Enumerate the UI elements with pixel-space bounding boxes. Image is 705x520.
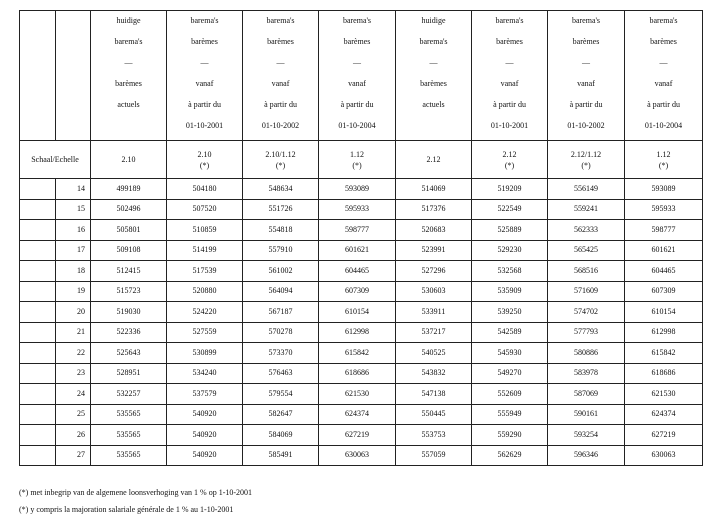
salary-value: 561002: [243, 261, 319, 282]
salary-value: 562629: [472, 445, 548, 466]
salary-value: 590161: [548, 404, 625, 425]
salary-value: 534240: [167, 363, 243, 384]
column-header-line: 01-10-2002: [261, 121, 300, 130]
salary-value: 557910: [243, 240, 319, 261]
salary-value: 552609: [472, 384, 548, 405]
salary-value: 512415: [91, 261, 167, 282]
column-header: [319, 11, 396, 141]
salary-value: 507520: [167, 199, 243, 220]
column-header-line: 01-10-2002: [567, 121, 605, 130]
salary-value: 565425: [548, 240, 625, 261]
column-header: [548, 11, 625, 141]
salary-value: 514199: [167, 240, 243, 261]
table-row: [20, 261, 703, 282]
column-header-line: vanaf: [654, 79, 673, 88]
salary-value: 567187: [243, 302, 319, 323]
corner-cell-left: [20, 11, 56, 141]
salary-value: 505801: [91, 220, 167, 241]
table-row: [20, 445, 703, 466]
salary-value: 548634: [243, 179, 319, 200]
salary-value: 522549: [472, 199, 548, 220]
column-header-line: barema's: [114, 37, 143, 46]
column-header-line: à partir du: [569, 100, 603, 109]
salary-value: 624374: [319, 404, 396, 425]
salary-value: 630063: [625, 445, 703, 466]
salary-value: 582647: [243, 404, 319, 425]
blank-cell: [20, 343, 56, 364]
salary-value: 540920: [167, 425, 243, 446]
salary-value: 499189: [91, 179, 167, 200]
salary-value: 593254: [548, 425, 625, 446]
salary-value: 627219: [319, 425, 396, 446]
scale-value: (*): [199, 160, 210, 170]
salary-value: 604465: [625, 261, 703, 282]
salary-value: 519030: [91, 302, 167, 323]
column-header-line: barèmes: [115, 79, 142, 88]
salary-value: 535909: [472, 281, 548, 302]
footnote-dutch: (*) met inbegrip van de algemene loonsverhoging van 1 % op 1-10-2001: [19, 488, 253, 497]
salary-value: 571609: [548, 281, 625, 302]
salary-value: 522336: [91, 322, 167, 343]
salary-value: 593089: [625, 179, 703, 200]
table-row: [20, 240, 703, 261]
blank-cell: [20, 281, 56, 302]
scale-value: 2.10: [197, 149, 212, 159]
salary-value: 555949: [472, 404, 548, 425]
salary-value: 615842: [625, 343, 703, 364]
step-number: 22: [56, 343, 91, 364]
column-header-line: 01-10-2001: [185, 121, 224, 130]
step-number: 21: [56, 322, 91, 343]
salary-value: 551726: [243, 199, 319, 220]
salary-value: 610154: [319, 302, 396, 323]
salary-value: 549270: [472, 363, 548, 384]
column-header-line: —: [582, 58, 590, 67]
column-header-line: barema's: [649, 16, 678, 25]
scale-cell: [625, 141, 703, 179]
salary-value: 576463: [243, 363, 319, 384]
scale-row: [20, 141, 703, 179]
column-header-line: barema's: [190, 16, 219, 25]
salary-value: 535565: [91, 404, 167, 425]
salary-value: 554818: [243, 220, 319, 241]
column-header-line: —: [505, 58, 514, 67]
column-header: [243, 11, 319, 141]
salary-value: 598777: [625, 220, 703, 241]
salary-value: 573370: [243, 343, 319, 364]
column-header-line: barèmes: [420, 79, 447, 88]
blank-cell: [20, 404, 56, 425]
salary-value: 615842: [319, 343, 396, 364]
step-number: 26: [56, 425, 91, 446]
column-header: [396, 11, 472, 141]
column-header-line: 01-10-2004: [338, 121, 376, 130]
column-header-line: à partir du: [493, 100, 526, 109]
step-number: 23: [56, 363, 91, 384]
salary-value: 510859: [167, 220, 243, 241]
column-header-line: 01-10-2001: [490, 121, 529, 130]
salary-value: 532568: [472, 261, 548, 282]
salary-value: 520880: [167, 281, 243, 302]
step-number: 18: [56, 261, 91, 282]
salary-value: 514069: [396, 179, 472, 200]
step-number: 19: [56, 281, 91, 302]
salary-value: 621530: [625, 384, 703, 405]
salary-value: 523991: [396, 240, 472, 261]
salary-value: 595933: [625, 199, 703, 220]
salary-value: 504180: [167, 179, 243, 200]
blank-cell: [20, 445, 56, 466]
salary-value: 535565: [91, 425, 167, 446]
column-header-line: barèmes: [343, 37, 371, 46]
salary-value: 596346: [548, 445, 625, 466]
salary-value: 535565: [91, 445, 167, 466]
salary-value: 517539: [167, 261, 243, 282]
column-header-line: vanaf: [577, 79, 595, 88]
column-header-line: —: [200, 58, 209, 67]
salary-value: 530899: [167, 343, 243, 364]
blank-cell: [20, 220, 56, 241]
column-header-line: barema's: [495, 16, 524, 25]
salary-value: 532257: [91, 384, 167, 405]
salary-value: 564094: [243, 281, 319, 302]
scale-value: (*): [658, 160, 669, 170]
salary-value: 537217: [396, 322, 472, 343]
salary-value: 612998: [625, 322, 703, 343]
salary-value: 627219: [625, 425, 703, 446]
salary-value: 524220: [167, 302, 243, 323]
salary-value: 556149: [548, 179, 625, 200]
salary-value: 557059: [396, 445, 472, 466]
column-header-line: 01-10-2004: [644, 121, 683, 130]
salary-value: 519209: [472, 179, 548, 200]
column-header-line: barèmes: [191, 37, 218, 46]
scale-cell: [91, 141, 167, 179]
salary-value: 601621: [625, 240, 703, 261]
salary-value: 520683: [396, 220, 472, 241]
scale-value: 2.10/1.12: [265, 149, 296, 159]
step-number: 14: [56, 179, 91, 200]
salary-value: 570278: [243, 322, 319, 343]
column-header-line: actuels: [422, 100, 445, 109]
step-number: 16: [56, 220, 91, 241]
scale-value: (*): [352, 160, 362, 170]
salary-value: 610154: [625, 302, 703, 323]
salary-value: 530603: [396, 281, 472, 302]
salary-value: 577793: [548, 322, 625, 343]
salary-value: 550445: [396, 404, 472, 425]
step-number: 27: [56, 445, 91, 466]
column-header-line: barema's: [419, 37, 448, 46]
scale-value: 2.10: [121, 155, 136, 164]
column-header-line: barema's: [342, 16, 372, 25]
column-header-line: —: [659, 58, 668, 67]
blank-cell: [20, 302, 56, 323]
salary-value: 579554: [243, 384, 319, 405]
salary-value: 604465: [319, 261, 396, 282]
scale-cell: [472, 141, 548, 179]
salary-value: 553753: [396, 425, 472, 446]
blank-cell: [20, 261, 56, 282]
step-number: 15: [56, 199, 91, 220]
column-header: [167, 11, 243, 141]
salary-value: 547138: [396, 384, 472, 405]
column-header-line: —: [124, 58, 133, 67]
column-header: [472, 11, 548, 141]
corner-cell-right: [56, 11, 91, 141]
salary-value: 540920: [167, 404, 243, 425]
salary-value: 595933: [319, 199, 396, 220]
column-header: [625, 11, 703, 141]
step-number: 17: [56, 240, 91, 261]
salary-value: 525889: [472, 220, 548, 241]
salary-value: 527296: [396, 261, 472, 282]
table-row: [20, 199, 703, 220]
salary-value: 585491: [243, 445, 319, 466]
blank-cell: [20, 199, 56, 220]
salary-value: 583978: [548, 363, 625, 384]
column-header-line: —: [276, 58, 285, 67]
table-row: [20, 363, 703, 384]
step-number: 24: [56, 384, 91, 405]
column-header-line: vanaf: [195, 79, 214, 88]
table-row: [20, 425, 703, 446]
scale-label: Schaal/Echelle: [20, 141, 91, 179]
column-header-line: actuels: [117, 100, 140, 109]
salary-value: 593089: [319, 179, 396, 200]
scale-cell: [319, 141, 396, 179]
table-row: [20, 404, 703, 425]
scale-cell: [167, 141, 243, 179]
blank-cell: [20, 425, 56, 446]
scale-value: 2.12/1.12: [570, 149, 602, 159]
scale-value: 2.12: [426, 155, 441, 164]
salary-value: 517376: [396, 199, 472, 220]
scale-value: 1.12: [656, 149, 671, 159]
salary-value: 601621: [319, 240, 396, 261]
salary-value: 630063: [319, 445, 396, 466]
salary-value: 533911: [396, 302, 472, 323]
scale-value: 2.12: [502, 149, 517, 159]
footnote-french: (*) y compris la majoration salariale générale de 1 % au 1-10-2001: [19, 505, 234, 514]
salary-value: 502496: [91, 199, 167, 220]
salary-value: 607309: [319, 281, 396, 302]
table-row: [20, 343, 703, 364]
salary-value: 543832: [396, 363, 472, 384]
salary-value: 580886: [548, 343, 625, 364]
column-header-line: à partir du: [647, 100, 680, 109]
step-number: 20: [56, 302, 91, 323]
salary-value: 515723: [91, 281, 167, 302]
scale-value: (*): [581, 160, 591, 170]
salary-value: 618686: [319, 363, 396, 384]
blank-cell: [20, 179, 56, 200]
salary-value: 537579: [167, 384, 243, 405]
blank-cell: [20, 240, 56, 261]
salary-value: 587069: [548, 384, 625, 405]
scale-cell: [396, 141, 472, 179]
step-number: 25: [56, 404, 91, 425]
scale-value: 1.12: [350, 149, 364, 159]
table-row: [20, 281, 703, 302]
salary-value: 559290: [472, 425, 548, 446]
salary-value: 574702: [548, 302, 625, 323]
column-header-line: vanaf: [500, 79, 519, 88]
blank-cell: [20, 363, 56, 384]
salary-value: 545930: [472, 343, 548, 364]
column-header-line: barèmes: [496, 37, 523, 46]
column-header-line: à partir du: [188, 100, 221, 109]
scale-cell: [548, 141, 625, 179]
scale-value: (*): [275, 160, 286, 170]
salary-value: 559241: [548, 199, 625, 220]
column-header-line: barema's: [266, 16, 295, 25]
column-header-line: huidige: [421, 16, 446, 25]
table-row: [20, 302, 703, 323]
salary-value: 618686: [625, 363, 703, 384]
column-header-line: vanaf: [271, 79, 290, 88]
column-header: [91, 11, 167, 141]
salary-value: 584069: [243, 425, 319, 446]
salary-value: 568516: [548, 261, 625, 282]
salary-value: 539250: [472, 302, 548, 323]
salary-value: 509108: [91, 240, 167, 261]
salary-value: 527559: [167, 322, 243, 343]
salary-value: 542589: [472, 322, 548, 343]
column-header-line: huidige: [116, 16, 141, 25]
table-row: [20, 384, 703, 405]
column-header-line: —: [353, 58, 361, 67]
scale-cell: [243, 141, 319, 179]
blank-cell: [20, 384, 56, 405]
table-row: [20, 322, 703, 343]
salary-value: 525643: [91, 343, 167, 364]
salary-value: 598777: [319, 220, 396, 241]
column-header-line: à partir du: [340, 100, 374, 109]
table-row: [20, 179, 703, 200]
salary-value: 621530: [319, 384, 396, 405]
salary-value: 540920: [167, 445, 243, 466]
column-header-line: barèmes: [572, 37, 600, 46]
salary-value: 624374: [625, 404, 703, 425]
salary-value: 607309: [625, 281, 703, 302]
salary-value: 612998: [319, 322, 396, 343]
column-header-line: à partir du: [264, 100, 297, 109]
column-header-line: —: [429, 58, 438, 67]
column-header-line: vanaf: [348, 79, 366, 88]
blank-cell: [20, 322, 56, 343]
column-header-line: barema's: [571, 16, 601, 25]
scale-value: (*): [504, 160, 515, 170]
table-row: [20, 220, 703, 241]
header-row: [20, 11, 703, 141]
salary-value: 528951: [91, 363, 167, 384]
salary-value: 529230: [472, 240, 548, 261]
column-header-line: barèmes: [650, 37, 677, 46]
column-header-line: barèmes: [267, 37, 294, 46]
salary-scale-table: [19, 10, 703, 466]
salary-value: 540525: [396, 343, 472, 364]
salary-value: 562333: [548, 220, 625, 241]
